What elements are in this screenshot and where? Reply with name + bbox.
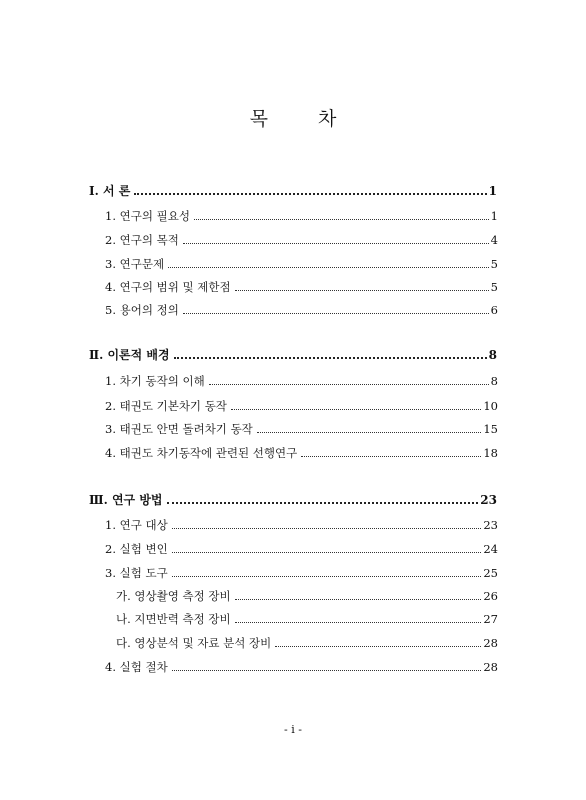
toc-leader [167,502,479,504]
toc-leader [275,646,481,647]
toc-label: 4. 실험 절차 [105,660,168,674]
toc-page-number: 18 [483,446,498,460]
toc-leader [183,243,489,244]
toc-page-number: 5 [490,257,498,271]
toc-label: Ⅲ. 연구 방법 [89,493,163,507]
toc-leader [235,599,482,600]
toc-entry-3-3-a[interactable] [116,588,498,604]
toc-page-number: 1 [490,209,498,223]
toc-leader [209,384,489,385]
toc-leader [183,313,489,314]
toc-entry-3-3[interactable] [105,565,498,581]
toc-page-number: 28 [483,636,498,650]
toc-leader [172,552,482,553]
toc-entry-3-3-c[interactable] [116,635,498,651]
toc-label: 4. 태권도 차기동작에 관련된 선행연구 [105,446,298,460]
toc-entry-2-1[interactable] [105,373,498,389]
toc-section-1[interactable] [89,183,497,199]
toc-label: 5. 용어의 정의 [105,303,179,317]
toc-leader [134,193,486,195]
toc-entry-1-3[interactable] [105,256,498,272]
toc-page-number: 28 [483,660,498,674]
toc-entry-2-2[interactable] [105,398,498,414]
toc-entry-1-1[interactable] [105,208,498,224]
toc-entry-1-4[interactable] [105,279,498,295]
toc-page-number: 25 [483,566,498,580]
page-footer-number: - i - [284,723,302,736]
page-title: 목 차 [249,108,359,130]
toc-leader [301,456,481,457]
toc-page-number: 4 [490,233,498,247]
toc-page-number: 26 [483,589,498,603]
toc-page-number: 23 [480,493,497,507]
toc-label: 3. 연구문제 [105,257,165,271]
toc-label: 1. 연구 대상 [105,518,168,532]
toc-leader [194,219,489,220]
toc-entry-2-3[interactable] [105,421,498,437]
toc-leader [172,670,482,671]
toc-leader [172,576,482,577]
toc-page-number: 8 [488,348,497,362]
toc-page-number: 10 [483,399,498,413]
toc-label: 1. 연구의 필요성 [105,209,190,223]
toc-leader [257,432,482,433]
toc-label: Ⅰ. 서 론 [89,184,131,198]
toc-page-number: 5 [490,280,498,294]
toc-page-number: 27 [483,612,498,626]
toc-entry-1-5[interactable] [105,302,498,318]
toc-label: 2. 연구의 목적 [105,233,179,247]
toc-label: 가. 영상촬영 측정 장비 [116,589,231,603]
toc-page-number: 8 [490,374,498,388]
toc-label: 4. 연구의 범위 및 제한점 [105,280,231,294]
toc-leader [172,528,482,529]
toc-label: 2. 실험 변인 [105,542,168,556]
toc-page-number: 24 [483,542,498,556]
toc-leader [235,290,489,291]
toc-entry-1-2[interactable] [105,232,498,248]
toc-page-number: 15 [483,422,498,436]
toc-leader [168,267,489,268]
toc-page-number: 23 [483,518,498,532]
toc-leader [235,622,482,623]
toc-leader [174,357,487,359]
toc-entry-3-4[interactable] [105,659,498,675]
toc-label: 1. 차기 동작의 이해 [105,374,205,388]
toc-page-number: 1 [488,184,497,198]
toc-entry-3-1[interactable] [105,517,498,533]
toc-label: 3. 실험 도구 [105,566,168,580]
toc-page-number: 6 [490,303,498,317]
toc-section-2[interactable] [89,347,497,363]
toc-section-3[interactable] [89,492,497,508]
toc-label: Ⅱ. 이론적 배경 [89,348,170,362]
toc-label: 다. 영상분석 및 자료 분석 장비 [116,636,272,650]
toc-label: 나. 지면반력 측정 장비 [116,612,231,626]
toc-leader [231,409,481,410]
toc-label: 2. 태권도 기본차기 동작 [105,399,227,413]
toc-label: 3. 태권도 안면 돌려차기 동작 [105,422,253,436]
toc-entry-2-4[interactable] [105,445,498,461]
toc-entry-3-3-b[interactable] [116,611,498,627]
toc-entry-3-2[interactable] [105,541,498,557]
